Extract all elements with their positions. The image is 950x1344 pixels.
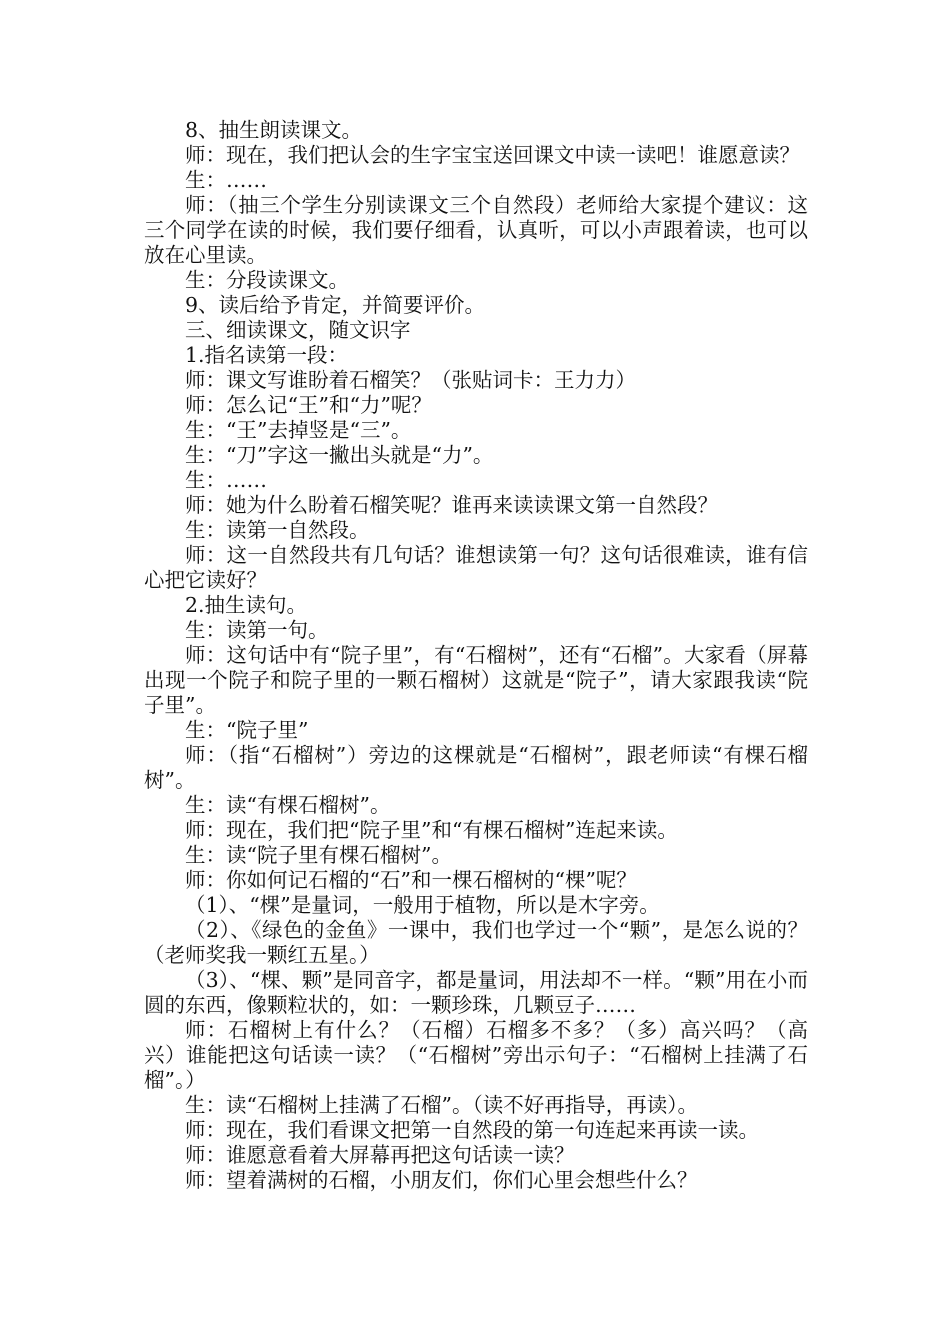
paragraph: 师：石榴树上有什么？（石榴）石榴多不多？（多）高兴吗？（高兴）谁能把这句话读一读？（“石榴树”旁出示句子：“石榴树上挂满了石榴”。） [144, 1018, 808, 1092]
paragraph: 师：课文写谁盼着石榴笑？（张贴词卡：王力力） [185, 368, 636, 392]
paragraph: 师：谁愿意看着大屏幕再把这句话读一读？ [185, 1143, 575, 1167]
paragraph: 生：…… [185, 168, 267, 192]
paragraph: 师：（抽三个学生分别读课文三个自然段）老师给大家提个建议：这三个同学在读的时候，我们要仔细看，认真听，可以小声跟着读，也可以放在心里读。 [144, 193, 808, 267]
paragraph: 生：读“石榴树上挂满了石榴”。（读不好再指导，再读）。 [185, 1093, 698, 1117]
paragraph: 师：（指“石榴树”）旁边的这棵就是“石榴树”，跟老师读“有棵石榴树”。 [144, 743, 808, 792]
paragraph: 师：望着满树的石榴，小朋友们，你们心里会想些什么？ [185, 1168, 698, 1192]
paragraph: 生：…… [185, 468, 267, 492]
paragraph: 师：怎么记“王”和“力”呢？ [185, 393, 432, 417]
paragraph: 师：她为什么盼着石榴笑呢？谁再来读读课文第一自然段？ [185, 493, 718, 517]
paragraph: 生：“王”去掉竖是“三”。 [185, 418, 412, 442]
paragraph: 生：“院子里” [185, 718, 309, 742]
paragraph: 师：现在，我们把“院子里”和“有棵石榴树”连起来读。 [185, 818, 678, 842]
paragraph: 9、读后给予肯定，并简要评价。 [185, 293, 486, 317]
paragraph: 师：这句话中有“院子里”，有“石榴树”，还有“石榴”。大家看（屏幕出现一个院子和院子里的一颗石榴树）这就是“院子”，请大家跟我读“院子里”。 [144, 643, 808, 717]
paragraph: 师：你如何记石榴的“石”和一棵石榴树的“棵”呢？ [185, 868, 637, 892]
paragraph: （2）、《绿色的金鱼》一课中，我们也学过一个“颗”，是怎么说的？（老师奖我一颗红五星。） [144, 918, 808, 967]
paragraph: 师：现在，我们看课文把第一自然段的第一句连起来再读一读。 [185, 1118, 759, 1142]
section-heading: 三、细读课文，随文识字 [185, 318, 411, 342]
lesson-text [144, 118, 808, 1193]
paragraph: 2.抽生读句。 [185, 593, 308, 617]
paragraph: 生：读第一自然段。 [185, 518, 370, 542]
paragraph: 师：现在，我们把认会的生字宝宝送回课文中读一读吧！谁愿意读？ [185, 143, 800, 167]
paragraph: 生：分段读课文。 [185, 268, 349, 292]
paragraph: 生：读第一句。 [185, 618, 329, 642]
paragraph: 生：读“院子里有棵石榴树”。 [185, 843, 452, 867]
paragraph: 生：“刀”字这一撇出头就是“力”。 [185, 443, 494, 467]
paragraph: 生：读“有棵石榴树”。 [185, 793, 391, 817]
paragraph: （3）、“棵、颗”是同音字，都是量词，用法却不一样。“颗”用在小而圆的东西，像颗粒状的，如：一颗珍珠，几颗豆子…… [144, 968, 808, 1017]
paragraph: 1.指名读第一段： [185, 343, 349, 367]
paragraph: （1）、“棵”是量词，一般用于植物，所以是木字旁。 [185, 893, 660, 917]
paragraph: 师：这一自然段共有几句话？谁想读第一句？这句话很难读，谁有信心把它读好？ [144, 543, 808, 592]
paragraph: 8、抽生朗读课文。 [185, 118, 363, 142]
